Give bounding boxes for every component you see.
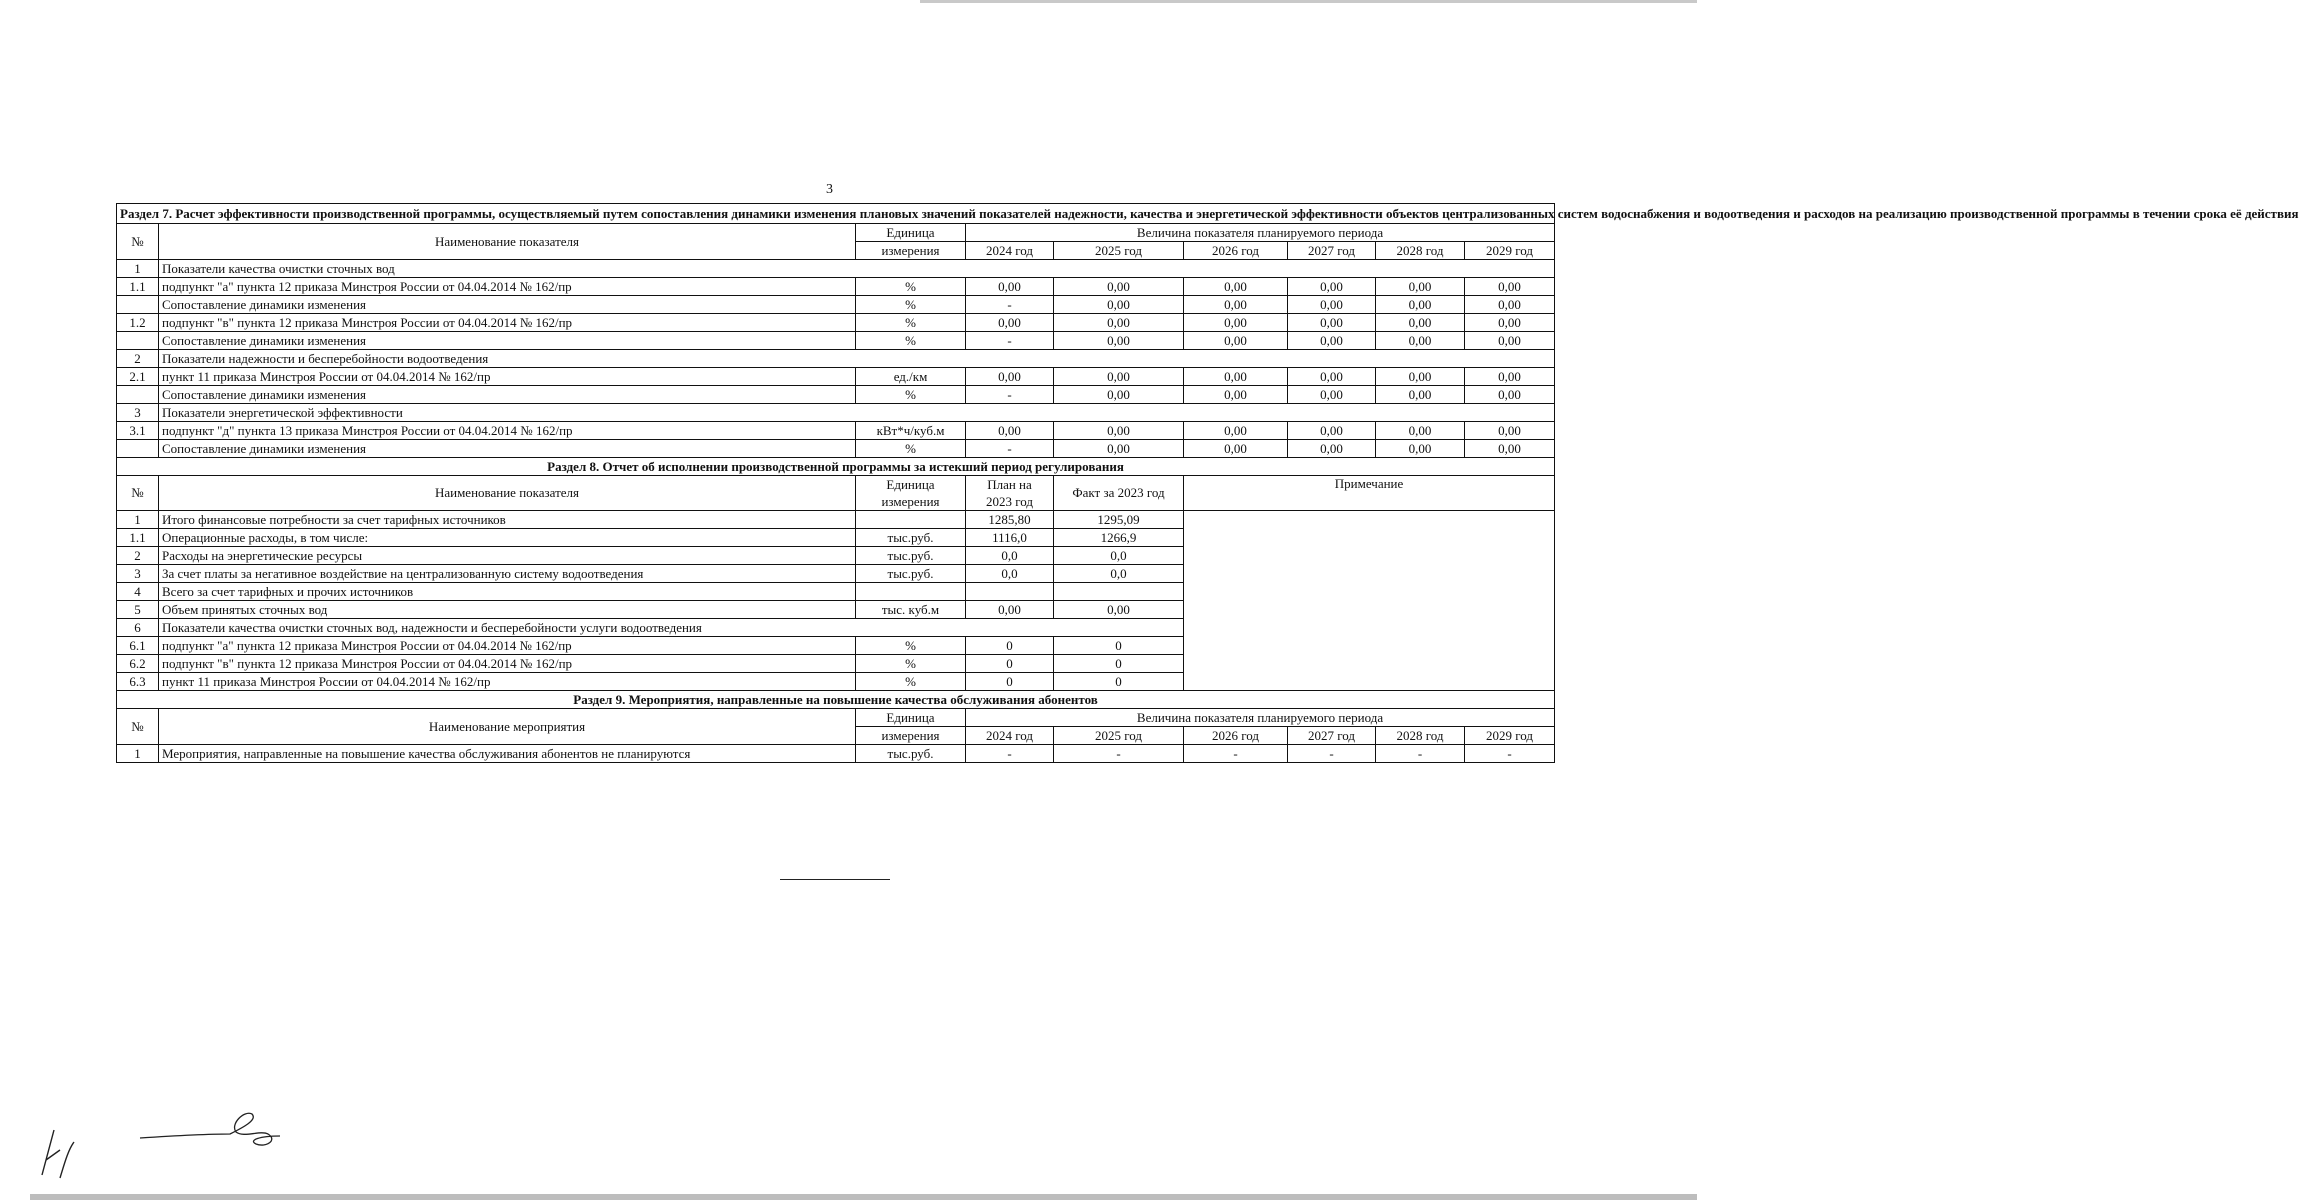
s8-row-name: Всего за счет тарифных и прочих источников bbox=[159, 583, 856, 601]
s7-row-value: 0,00 bbox=[1376, 422, 1465, 440]
s7-row-value: 0,00 bbox=[966, 314, 1054, 332]
section9-title: Раздел 9. Мероприятия, направленные на повышение качества обслуживания абонентов bbox=[117, 691, 1555, 709]
s8-row-unit bbox=[856, 511, 966, 529]
s8-row-name: За счет платы за негативное воздействие на централизованную систему водоотведения bbox=[159, 565, 856, 583]
s8-table-row bbox=[117, 511, 1555, 529]
s8-row-name: Объем принятых сточных вод bbox=[159, 601, 856, 619]
s7-row-value: 0,00 bbox=[1376, 368, 1465, 386]
s8-row-num: 5 bbox=[117, 601, 159, 619]
s7-header-year: 2029 год bbox=[1465, 242, 1555, 260]
s9-row-name: Мероприятия, направленные на повышение качества обслуживания абонентов не планируются bbox=[159, 745, 856, 763]
s7-row-name: подпункт "д" пункта 13 приказа Минстроя России от 04.04.2014 № 162/пр bbox=[159, 422, 856, 440]
s8-row-plan: 0,0 bbox=[966, 565, 1054, 583]
s8-row-fact: 0 bbox=[1054, 673, 1184, 691]
s7-table-row bbox=[117, 278, 1555, 296]
s7-row-name: подпункт "а" пункта 12 приказа Минстроя России от 04.04.2014 № 162/пр bbox=[159, 278, 856, 296]
s8-row-num: 1.1 bbox=[117, 529, 159, 547]
s7-row-num: 3 bbox=[117, 404, 159, 422]
section9-rows bbox=[117, 745, 1555, 763]
s9-row-num: 1 bbox=[117, 745, 159, 763]
s9-row-value: - bbox=[1376, 745, 1465, 763]
s7-row-num bbox=[117, 386, 159, 404]
s7-row-unit: % bbox=[856, 278, 966, 296]
section7-title: Раздел 7. Расчет эффективности производственной программы, осуществляемый путем сопоставления динамики изменения плановых значений показателей надежности, качества и энергетической эффективности объектов централизованных систем водоснабжения и водоотведения и расходов на реализацию производственной программы в течении срока её действия bbox=[117, 204, 1555, 224]
s7-row-name: Сопоставление динамики изменения bbox=[159, 296, 856, 314]
s9-row-unit: тыс.руб. bbox=[856, 745, 966, 763]
s7-row-num bbox=[117, 332, 159, 350]
s8-row-num: 6.1 bbox=[117, 637, 159, 655]
s7-table-row bbox=[117, 314, 1555, 332]
s8-note-cell bbox=[1184, 511, 1555, 691]
s7-row-num: 1.2 bbox=[117, 314, 159, 332]
s9-row-value: - bbox=[1465, 745, 1555, 763]
s8-row-name: пункт 11 приказа Минстроя России от 04.04.2014 № 162/пр bbox=[159, 673, 856, 691]
s8-row-unit: тыс.руб. bbox=[856, 529, 966, 547]
s7-table-row bbox=[117, 368, 1555, 386]
s8-header-name: Наименование показателя bbox=[159, 476, 856, 511]
s7-table-row bbox=[117, 260, 1555, 278]
s7-row-unit: кВт*ч/куб.м bbox=[856, 422, 966, 440]
section9-title-row bbox=[117, 691, 1555, 709]
s7-row-num: 3.1 bbox=[117, 422, 159, 440]
s8-row-unit: % bbox=[856, 673, 966, 691]
s9-header-unit-2: измерения bbox=[856, 727, 966, 745]
s8-row-fact: 0 bbox=[1054, 655, 1184, 673]
s7-row-unit: % bbox=[856, 440, 966, 458]
s7-row-value: 0,00 bbox=[1376, 314, 1465, 332]
s7-row-value: 0,00 bbox=[1288, 278, 1376, 296]
s7-row-value: 0,00 bbox=[1184, 440, 1288, 458]
s7-table-row bbox=[117, 422, 1555, 440]
s7-row-num bbox=[117, 296, 159, 314]
s7-row-value: 0,00 bbox=[1184, 296, 1288, 314]
s7-row-name: пункт 11 приказа Минстроя России от 04.04.2014 № 162/пр bbox=[159, 368, 856, 386]
s8-row-fact: 0 bbox=[1054, 637, 1184, 655]
s8-row-name: Итого финансовые потребности за счет тарифных источников bbox=[159, 511, 856, 529]
s8-row-name: Операционные расходы, в том числе: bbox=[159, 529, 856, 547]
s8-row-fact: 0,0 bbox=[1054, 547, 1184, 565]
s7-row-unit: % bbox=[856, 386, 966, 404]
s7-row-value: 0,00 bbox=[1054, 386, 1184, 404]
end-separator-line bbox=[780, 879, 890, 880]
s7-header-unit-1: Единица bbox=[856, 224, 966, 242]
s7-table-row bbox=[117, 350, 1555, 368]
s7-row-value: 0,00 bbox=[1184, 332, 1288, 350]
s7-row-value: 0,00 bbox=[1376, 440, 1465, 458]
s8-row-plan: 0,00 bbox=[966, 601, 1054, 619]
s9-header-year: 2024 год bbox=[966, 727, 1054, 745]
s7-row-value: - bbox=[966, 386, 1054, 404]
s7-table-row bbox=[117, 332, 1555, 350]
s7-row-value: 0,00 bbox=[1376, 332, 1465, 350]
s9-header-name: Наименование мероприятия bbox=[159, 709, 856, 745]
s8-row-unit bbox=[856, 583, 966, 601]
s7-row-value: - bbox=[966, 332, 1054, 350]
s7-row-name: Сопоставление динамики изменения bbox=[159, 332, 856, 350]
s8-row-plan: 0,0 bbox=[966, 547, 1054, 565]
s7-table-row bbox=[117, 296, 1555, 314]
s8-header-unit-1: Единица bbox=[886, 477, 935, 492]
s7-row-value: 0,00 bbox=[1184, 278, 1288, 296]
s7-row-value: 0,00 bbox=[1184, 368, 1288, 386]
s9-row-value: - bbox=[1184, 745, 1288, 763]
s7-header-unit-2: измерения bbox=[856, 242, 966, 260]
s8-row-unit: тыс.руб. bbox=[856, 565, 966, 583]
s9-row-value: - bbox=[1054, 745, 1184, 763]
s8-row-unit: тыс. куб.м bbox=[856, 601, 966, 619]
s7-row-value: 0,00 bbox=[1054, 314, 1184, 332]
s8-row-plan: 1116,0 bbox=[966, 529, 1054, 547]
s7-row-value: 0,00 bbox=[1465, 368, 1555, 386]
s8-header-plan-2: 2023 год bbox=[986, 494, 1033, 509]
s7-row-num: 2 bbox=[117, 350, 159, 368]
s7-row-value: 0,00 bbox=[1465, 332, 1555, 350]
s9-header-year: 2025 год bbox=[1054, 727, 1184, 745]
s7-row-value: 0,00 bbox=[1184, 386, 1288, 404]
s7-row-group-name: Показатели надежности и бесперебойности водоотведения bbox=[159, 350, 1555, 368]
s7-row-group-name: Показатели качества очистки сточных вод bbox=[159, 260, 1555, 278]
s8-row-plan: 1285,80 bbox=[966, 511, 1054, 529]
s7-row-value: 0,00 bbox=[1184, 422, 1288, 440]
page-number: 3 bbox=[826, 182, 833, 197]
s8-row-name: Расходы на энергетические ресурсы bbox=[159, 547, 856, 565]
s7-row-unit: % bbox=[856, 296, 966, 314]
s8-row-num: 6.2 bbox=[117, 655, 159, 673]
s9-header-year: 2027 год bbox=[1288, 727, 1376, 745]
s7-header-year: 2027 год bbox=[1288, 242, 1376, 260]
section8-rows bbox=[117, 511, 1555, 691]
s8-row-fact bbox=[1054, 583, 1184, 601]
s7-row-unit: % bbox=[856, 314, 966, 332]
s8-row-num: 6 bbox=[117, 619, 159, 637]
document-table bbox=[116, 203, 2299, 763]
s7-row-name: Сопоставление динамики изменения bbox=[159, 386, 856, 404]
s7-row-value: 0,00 bbox=[1054, 422, 1184, 440]
s7-row-value: 0,00 bbox=[1054, 440, 1184, 458]
s7-row-name: подпункт "в" пункта 12 приказа Минстроя России от 04.04.2014 № 162/пр bbox=[159, 314, 856, 332]
s7-row-value: 0,00 bbox=[1288, 368, 1376, 386]
s8-header-unit-2: измерения bbox=[881, 494, 940, 509]
s9-header-year: 2028 год bbox=[1376, 727, 1465, 745]
s7-row-num: 1.1 bbox=[117, 278, 159, 296]
s7-row-value: 0,00 bbox=[1054, 296, 1184, 314]
s8-row-num: 1 bbox=[117, 511, 159, 529]
s8-header-num: № bbox=[117, 476, 159, 511]
s7-row-value: 0,00 bbox=[1054, 332, 1184, 350]
s8-row-unit: тыс.руб. bbox=[856, 547, 966, 565]
s7-row-value: 0,00 bbox=[1288, 314, 1376, 332]
s9-table-row bbox=[117, 745, 1555, 763]
s8-row-fact: 0,0 bbox=[1054, 565, 1184, 583]
s9-row-value: - bbox=[966, 745, 1054, 763]
s8-row-fact: 1295,09 bbox=[1054, 511, 1184, 529]
s7-row-value: 0,00 bbox=[1288, 332, 1376, 350]
s8-row-unit: % bbox=[856, 655, 966, 673]
s7-table-row bbox=[117, 440, 1555, 458]
section8-header-row bbox=[117, 476, 1555, 511]
s8-header-note: Примечание bbox=[1184, 476, 1555, 511]
s8-row-name: подпункт "а" пункта 12 приказа Минстроя России от 04.04.2014 № 162/пр bbox=[159, 637, 856, 655]
s8-row-name: подпункт "в" пункта 12 приказа Минстроя России от 04.04.2014 № 162/пр bbox=[159, 655, 856, 673]
s7-header-year: 2024 год bbox=[966, 242, 1054, 260]
s8-header-plan bbox=[966, 476, 1054, 511]
s7-header-year: 2028 год bbox=[1376, 242, 1465, 260]
s8-header-fact: Факт за 2023 год bbox=[1054, 476, 1184, 511]
section7-rows bbox=[117, 260, 1555, 458]
section8-title: Раздел 8. Отчет об исполнении производственной программы за истекший период регулирования bbox=[117, 458, 1555, 476]
s7-row-num: 2.1 bbox=[117, 368, 159, 386]
s7-header-period: Величина показателя планируемого периода bbox=[966, 224, 1555, 242]
s7-row-num bbox=[117, 440, 159, 458]
s8-row-plan: 0 bbox=[966, 673, 1054, 691]
s7-header-year: 2025 год bbox=[1054, 242, 1184, 260]
section8-title-row bbox=[117, 458, 1555, 476]
s7-row-value: 0,00 bbox=[1288, 296, 1376, 314]
s8-row-plan bbox=[966, 583, 1054, 601]
s7-row-value: 0,00 bbox=[1184, 314, 1288, 332]
s8-row-num: 4 bbox=[117, 583, 159, 601]
s7-row-value: 0,00 bbox=[1465, 296, 1555, 314]
s7-row-value: 0,00 bbox=[1054, 278, 1184, 296]
s8-row-group-name: Показатели качества очистки сточных вод, надежности и бесперебойности услуги водоотведения bbox=[159, 619, 1184, 637]
s7-table-row bbox=[117, 404, 1555, 422]
s9-header-unit-1: Единица bbox=[856, 709, 966, 727]
s7-row-unit: % bbox=[856, 332, 966, 350]
s7-table-row bbox=[117, 386, 1555, 404]
s8-row-plan: 0 bbox=[966, 655, 1054, 673]
s7-header-name: Наименование показателя bbox=[159, 224, 856, 260]
section9-header-row-1 bbox=[117, 709, 1555, 727]
s7-row-value: 0,00 bbox=[966, 368, 1054, 386]
s7-row-value: 0,00 bbox=[1054, 368, 1184, 386]
s8-row-num: 2 bbox=[117, 547, 159, 565]
s9-header-year: 2026 год bbox=[1184, 727, 1288, 745]
s8-header-plan-1: План на bbox=[987, 477, 1032, 492]
s7-row-value: 0,00 bbox=[966, 278, 1054, 296]
s8-row-plan: 0 bbox=[966, 637, 1054, 655]
s7-row-value: 0,00 bbox=[1465, 278, 1555, 296]
s7-row-unit: ед./км bbox=[856, 368, 966, 386]
s7-row-value: 0,00 bbox=[1288, 422, 1376, 440]
s9-header-year: 2029 год bbox=[1465, 727, 1555, 745]
signature-image bbox=[30, 1090, 290, 1185]
s8-row-fact: 0,00 bbox=[1054, 601, 1184, 619]
s9-row-value: - bbox=[1288, 745, 1376, 763]
s8-row-num: 3 bbox=[117, 565, 159, 583]
s8-row-fact: 1266,9 bbox=[1054, 529, 1184, 547]
s7-row-value: - bbox=[966, 296, 1054, 314]
s7-row-value: 0,00 bbox=[1376, 386, 1465, 404]
s9-header-period: Величина показателя планируемого периода bbox=[966, 709, 1555, 727]
s7-row-value: 0,00 bbox=[1465, 314, 1555, 332]
s7-row-num: 1 bbox=[117, 260, 159, 278]
s8-header-unit bbox=[856, 476, 966, 511]
section7-header-row-1 bbox=[117, 224, 1555, 242]
s9-header-num: № bbox=[117, 709, 159, 745]
s7-row-group-name: Показатели энергетической эффективности bbox=[159, 404, 1555, 422]
scan-edge-bottom bbox=[30, 1194, 1697, 1200]
s7-row-value: 0,00 bbox=[966, 422, 1054, 440]
section7-title-row bbox=[117, 204, 1555, 224]
s7-row-value: 0,00 bbox=[1288, 386, 1376, 404]
handwritten-signature-icon bbox=[30, 1090, 290, 1180]
s7-row-value: 0,00 bbox=[1288, 440, 1376, 458]
scan-edge-top bbox=[920, 0, 1697, 3]
s7-row-value: 0,00 bbox=[1376, 296, 1465, 314]
s7-row-value: 0,00 bbox=[1465, 422, 1555, 440]
s7-row-value: - bbox=[966, 440, 1054, 458]
s8-row-num: 6.3 bbox=[117, 673, 159, 691]
s7-row-value: 0,00 bbox=[1465, 386, 1555, 404]
s7-row-value: 0,00 bbox=[1465, 440, 1555, 458]
s7-row-name: Сопоставление динамики изменения bbox=[159, 440, 856, 458]
s7-header-num: № bbox=[117, 224, 159, 260]
s8-row-unit: % bbox=[856, 637, 966, 655]
s7-header-year: 2026 год bbox=[1184, 242, 1288, 260]
s7-row-value: 0,00 bbox=[1376, 278, 1465, 296]
